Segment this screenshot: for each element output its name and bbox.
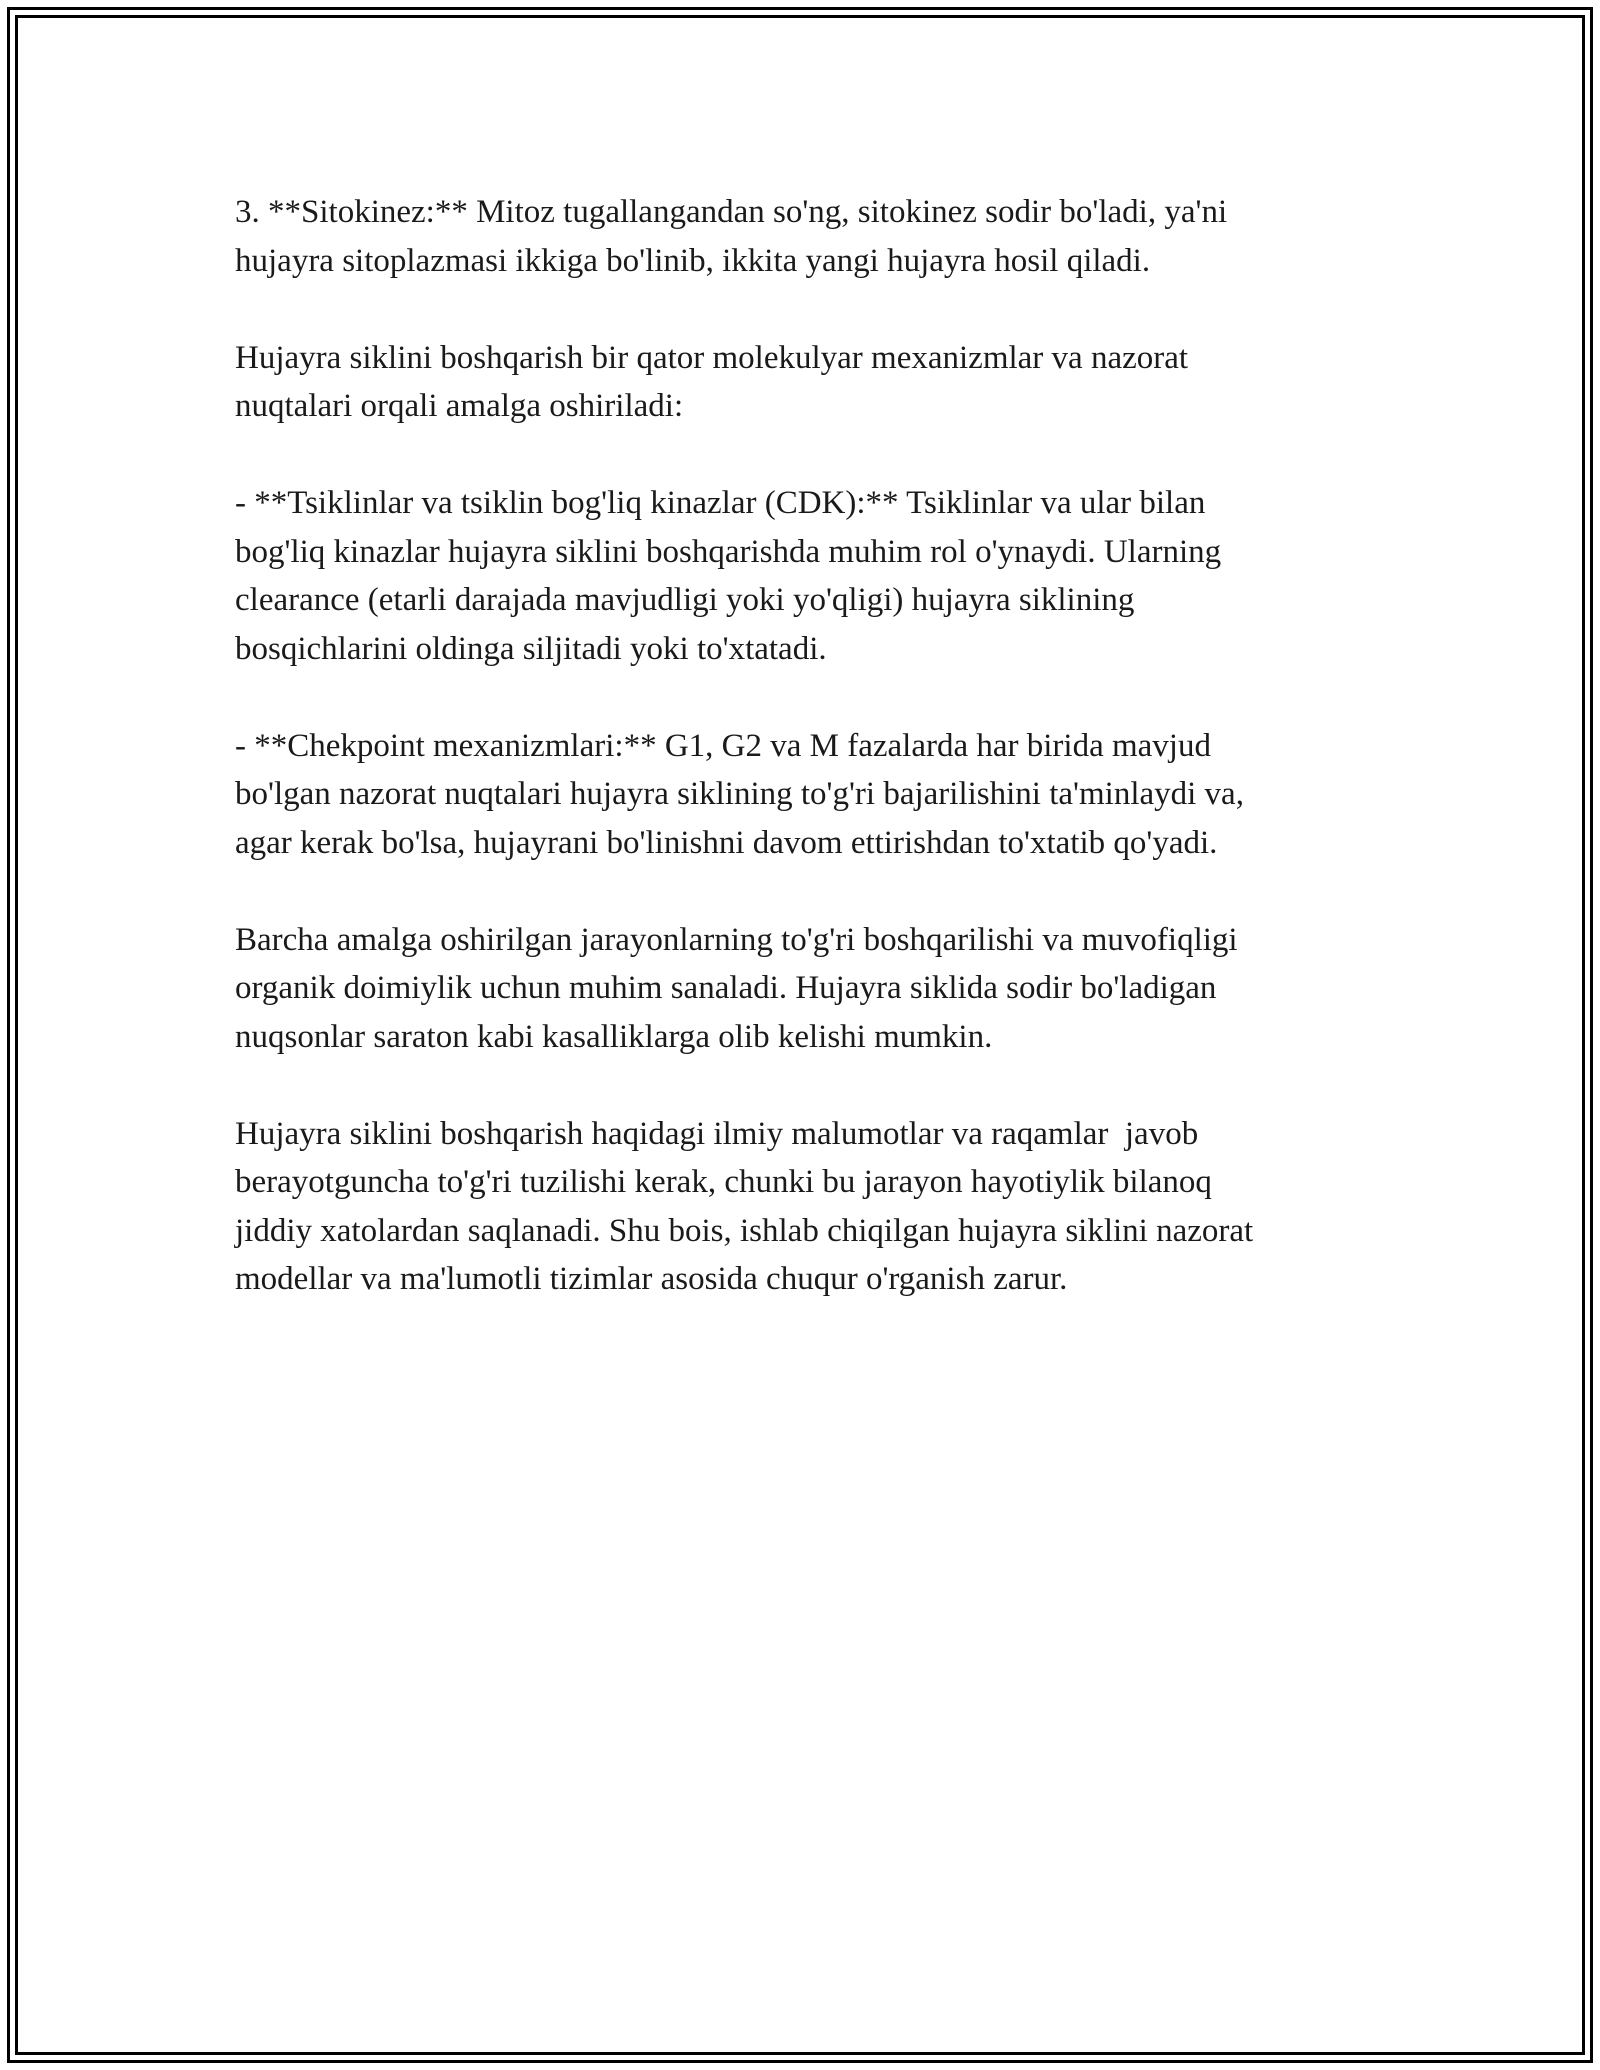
text-line: - **Chekpoint mexanizmlari:** G1, G2 va M fazalarda har birida mavjud (235, 727, 1211, 764)
text-line: jiddiy xatolardan saqlanadi. Shu bois, ishlab chiqilgan hujayra siklini nazorat (235, 1212, 1254, 1249)
document-body (235, 188, 1385, 1352)
text-line: nuqsonlar saraton kabi kasalliklarga olib kelishi mumkin. (235, 1018, 993, 1055)
text-line: organik doimiylik uchun muhim sanaladi. Hujayra siklida sodir bo'ladigan (235, 970, 1217, 1006)
text-line: - **Tsiklinlar va tsiklin bog'liq kinazlar (CDK):** Tsiklinlar va ular bilan (235, 485, 1206, 521)
text-line: bo'lgan nazorat nuqtalari hujayra siklining to'g'ri bajarilishini ta'minlaydi va, (235, 776, 1244, 812)
text-line: nuqtalari orqali amalga oshiriladi: (235, 388, 684, 424)
text-line: 3. **Sitokinez:** Mitoz tugallangandan so'ng, sitokinez sodir bo'ladi, ya'ni (235, 194, 1228, 230)
text-line: berayotguncha to'g'ri tuzilishi kerak, chunki bu jarayon hayotiylik bilanoq (235, 1164, 1212, 1200)
paragraph-cycle-regulation-intro (235, 334, 1385, 431)
paragraph-checkpoints (235, 722, 1385, 868)
text-line: Hujayra siklini boshqarish bir qator molekulyar mexanizmlar va nazorat (235, 339, 1189, 376)
text-line: bog'liq kinazlar hujayra siklini boshqarishda muhim rol o'ynaydi. Ularning (235, 533, 1222, 570)
text-line: Barcha amalga oshirilgan jarayonlarning to'g'ri boshqarilishi va muvofiqligi (235, 921, 1238, 958)
paragraph-conclusion (235, 1110, 1385, 1304)
text-line: agar kerak bo'lsa, hujayrani bo'linishni davom ettirishdan to'xtatib qo'yadi. (235, 824, 1218, 861)
text-line: hujayra sitoplazmasi ikkiga bo'linib, ikkita yangi hujayra hosil qiladi. (235, 242, 1151, 279)
text-line: modellar va ma'lumotli tizimlar asosida chuqur o'rganish zarur. (235, 1261, 1068, 1297)
text-line: clearance (etarli darajada mavjudligi yoki yo'qligi) hujayra siklining (235, 582, 1135, 618)
paragraph-cyclins-cdk (235, 479, 1385, 673)
paragraph-regulation-importance (235, 916, 1385, 1062)
text-line: Hujayra siklini boshqarish haqidagi ilmiy malumotlar va raqamlar javob (235, 1115, 1199, 1152)
paragraph-sitokinez (235, 188, 1385, 285)
text-line: bosqichlarini oldinga siljitadi yoki to'xtatadi. (235, 630, 827, 667)
